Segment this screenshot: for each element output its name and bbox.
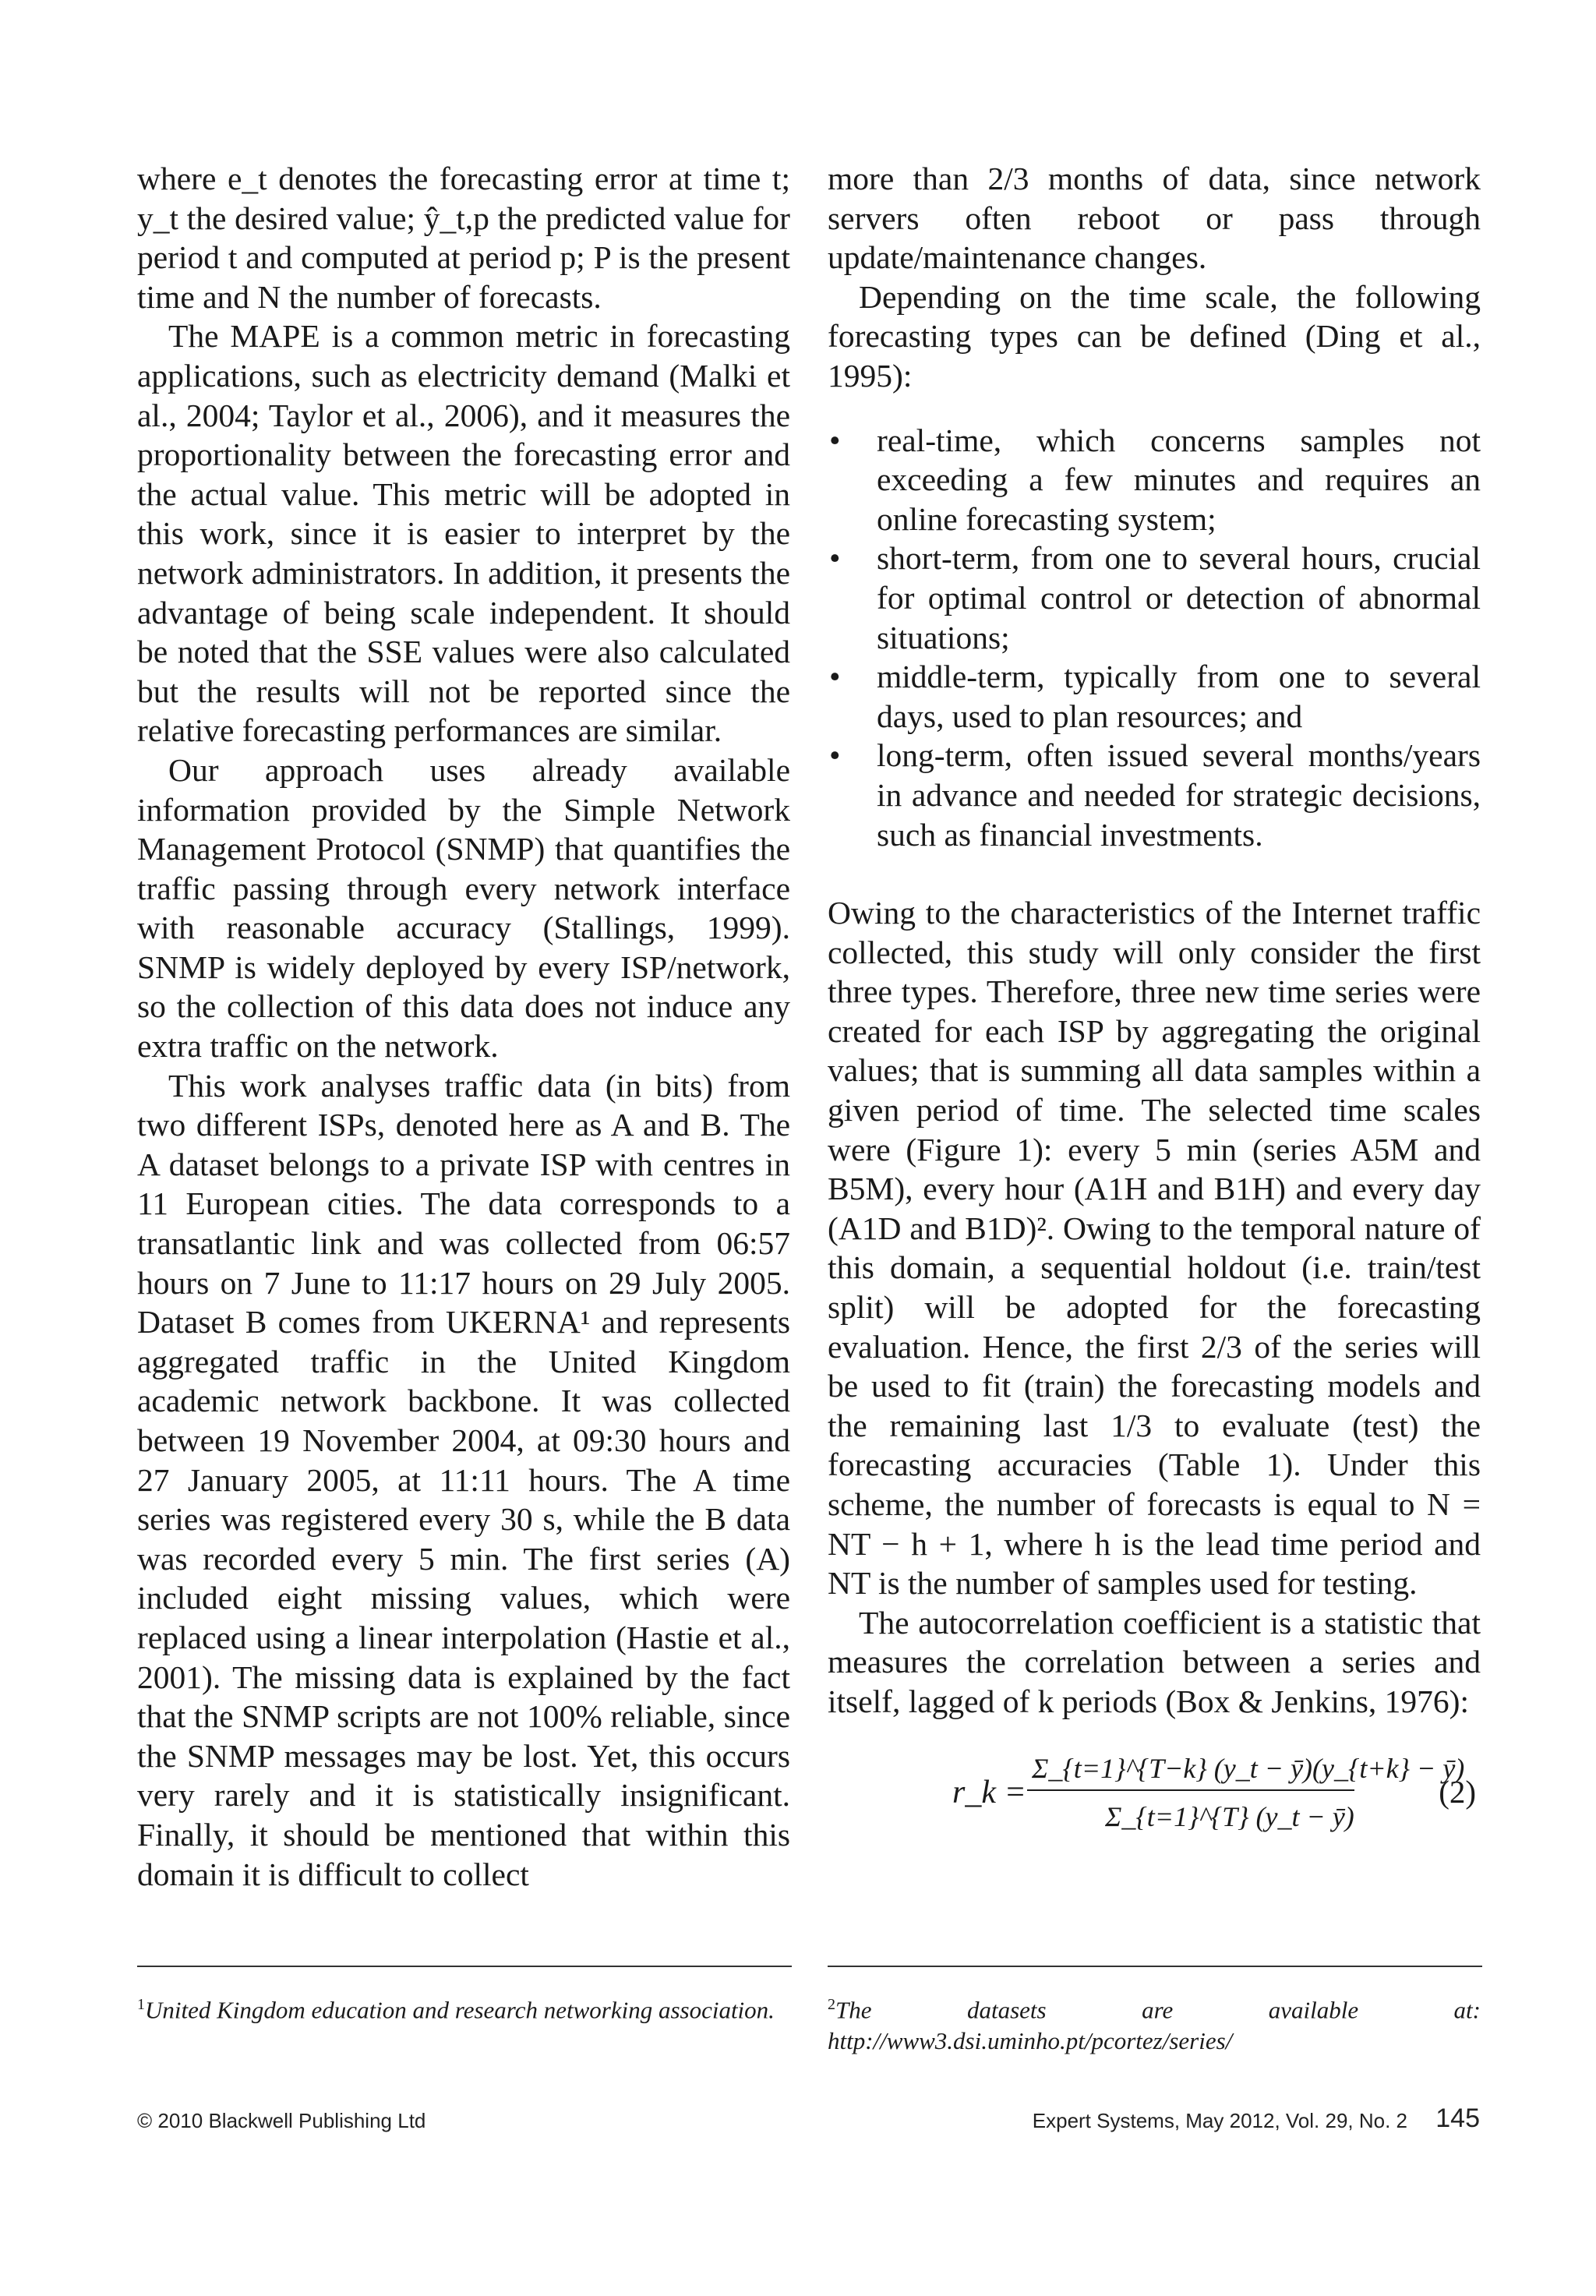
footnote-rule-right	[828, 1966, 1482, 1967]
footnote-2-text: The datasets are available at: http://www3.dsi.uminho.pt/pcortez/series/	[828, 1996, 1481, 2055]
right-paragraph-4: The autocorrelation coefficient is a statistic that measures the correlation between a series and itself, lagged of k periods (Box & Jenkins, 1976):	[828, 1604, 1481, 1719]
list-item-text: short-term, from one to several hours, crucial for optimal control or detection of abnormal situations;	[877, 540, 1481, 655]
copyright-notice: © 2010 Blackwell Publishing Ltd	[137, 2109, 426, 2132]
bullet-icon: •	[829, 540, 841, 577]
list-item-text: long-term, often issued several months/years in advance and needed for strategic decisions, such as financial investments.	[877, 737, 1481, 853]
equation-numerator: Σ_{t=1}^{T−k} (y_t − ȳ)(y_{t+k} − ȳ)	[1032, 1752, 1465, 1784]
footnote-1-text: United Kingdom education and research networking association.	[145, 1996, 775, 2024]
equation-denominator: Σ_{t=1}^{T} (y_t − ȳ)	[1105, 1800, 1354, 1832]
footnote-1-mark: 1	[137, 1996, 145, 2013]
left-paragraph-4: This work analyses traffic data (in bits) from two different ISPs, denoted here as A and B. The A dataset belongs to a private ISP with centres in 11 European cities. The data corresponds to a transatlantic link and was collected from 06:57 hours on 7 June to 11:17 hours on 29 July 2005. Dataset B comes from UKERNA¹ and represents aggregated traffic in the United Kingdom academic network backbone. It was collected between 19 November 2004, at 09:30 hours and 27 January 2005, at 11:11 hours. The A time series was registered every 30 s, while the B data was recorded every 5 min. The first series (A) included eight missing values, which were replaced using a linear interpolation (Hastie et al., 2001). The missing data is explained by the fact that the SNMP scripts are not 100% reliable, since the SNMP messages may be lost. Yet, this occurs very rarely and it is statistically insignificant. Finally, it should be mentioned that within this domain it is difficult to collect	[137, 1067, 790, 1892]
footnote-2	[828, 1989, 1481, 2057]
list-item-text: real-time, which concerns samples not exceeding a few minutes and requires an online forecasting system;	[877, 422, 1481, 537]
forecast-types-list	[828, 421, 1481, 855]
right-column	[828, 159, 1481, 1843]
footnote-1	[137, 1989, 790, 2026]
left-paragraph-1: where e_t denotes the forecasting error at time t; y_t the desired value; ŷ_t,p the predicted value for period t and computed at period p; P is the present time and N the number of forecasts.	[137, 161, 790, 315]
right-paragraph-1: more than 2/3 months of data, since network servers often reboot or pass through update/maintenance changes.	[828, 161, 1481, 276]
list-item	[828, 657, 1481, 736]
bullet-icon: •	[829, 737, 841, 774]
page-number: 145	[1435, 2103, 1480, 2133]
equation-number: (2)	[1439, 1773, 1476, 1810]
equation-2	[828, 1742, 1481, 1843]
bullet-icon: •	[829, 659, 841, 695]
footnote-rule-left	[137, 1966, 792, 1967]
equation-lhs: r_k =	[952, 1774, 1026, 1810]
right-paragraph-2: Depending on the time scale, the following forecasting types can be defined (Ding et al., 1995):	[828, 278, 1481, 394]
list-item	[828, 421, 1481, 539]
footnote-2-mark: 2	[828, 1996, 835, 2013]
left-column	[137, 159, 790, 1894]
list-item	[828, 539, 1481, 657]
left-paragraph-2: The MAPE is a common metric in forecasting applications, such as electricity demand (Malki et al., 2004; Taylor et al., 2006), and it measures the proportionality between the forecasting error and the actual value. This metric will be adopted in this work, since it is easier to interpret by the network administrators. In addition, it presents the advantage of being scale independent. It should be noted that the SSE values were also calculated but the results will not be reported since the relative forecasting performances are similar.	[137, 318, 790, 749]
list-item-text: middle-term, typically from one to several days, used to plan resources; and	[877, 659, 1481, 734]
autocorrelation-formula	[828, 1742, 1481, 1843]
list-item	[828, 736, 1481, 854]
right-paragraph-3: Owing to the characteristics of the Internet traffic collected, this study will only consider the first three types. Therefore, three new time series were created for each ISP by aggregating the original values; that is summing all data samples within a given period of time. The selected time scales were (Figure 1): every 5 min (series A5M and B5M), every hour (A1H and B1H) and every day (A1D and B1D)². Owing to the temporal nature of this domain, a sequential holdout (i.e. train/test split) will be adopted for the forecasting evaluation. Hence, the first 2/3 of the series will be used to fit (train) the forecasting models and the remaining last 1/3 to evaluate (test) the forecasting accuracies (Table 1). Under this scheme, the number of forecasts is equal to N = NT − h + 1, where h is the lead time period and NT is the number of samples used for testing.	[828, 895, 1481, 1602]
left-paragraph-3: Our approach uses already available information provided by the Simple Network Management Protocol (SNMP) that quantifies the traffic passing through every network interface with reasonable accuracy (Stallings, 1999). SNMP is widely deployed by every ISP/network, so the collection of this data does not induce any extra traffic on the network.	[137, 751, 790, 1065]
journal-citation: Expert Systems, May 2012, Vol. 29, No. 2	[1032, 2109, 1407, 2132]
bullet-icon: •	[829, 422, 841, 458]
